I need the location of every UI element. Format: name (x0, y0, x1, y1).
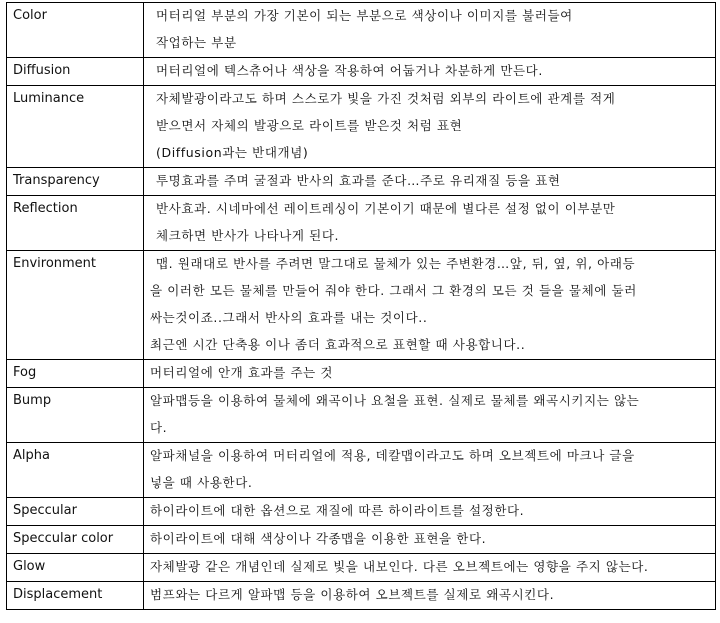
description-line: 머터리얼 부분의 가장 기본이 되는 부분으로 색상이나 이미지를 불러들여 (156, 8, 573, 23)
description-cell (144, 58, 716, 86)
description-line: 받으면서 자체의 발광으로 라이트를 받은것 처럼 표현 (156, 118, 463, 133)
term-cell: Alpha (7, 443, 144, 498)
description-line: 하이라이트에 대해 색상이나 각종맵을 이용한 표현을 한다. (150, 531, 487, 546)
description-cell (144, 3, 716, 58)
term-cell: Diffusion (7, 58, 144, 86)
table-row (7, 582, 716, 610)
term-cell: Luminance (7, 86, 144, 168)
description-line: 범프와는 다르게 알파맵 등을 이용하여 오브젝트를 실제로 왜곡시킨다. (150, 587, 555, 602)
description-line: 알파채널을 이용하여 머터리얼에 적용, 데칼맵이라고도 하며 오브젝트에 마크나 글을 (150, 448, 635, 463)
description-cell (144, 582, 716, 610)
table-row (7, 3, 716, 58)
term-cell: Glow (7, 554, 144, 582)
description-line: 머터리얼에 텍스츄어나 색상을 작용하여 어둡거나 차분하게 만든다. (156, 63, 543, 78)
table-row (7, 554, 716, 582)
term-cell: Transparency (7, 168, 144, 196)
description-line: 하이라이트에 대한 옵션으로 재질에 따른 하이라이트를 설정한다. (150, 503, 525, 518)
table-row (7, 443, 716, 498)
description-cell (144, 86, 716, 168)
description-line: 싸는것이죠..그래서 반사의 효과를 내는 것이다.. (150, 310, 428, 325)
description-cell (144, 526, 716, 554)
term-cell: Bump (7, 388, 144, 443)
term-cell: Color (7, 3, 144, 58)
description-cell (144, 168, 716, 196)
description-line: 을 이러한 모든 물체를 만들어 줘야 한다. 그래서 그 환경의 모든 것 들을 물체에 둘러 (150, 283, 637, 298)
description-cell (144, 554, 716, 582)
table-row (7, 251, 716, 360)
table-row (7, 498, 716, 526)
table-row (7, 168, 716, 196)
description-cell (144, 388, 716, 443)
description-cell (144, 196, 716, 251)
description-line: 체크하면 반사가 나타나게 된다. (156, 228, 340, 243)
table-row (7, 388, 716, 443)
term-cell: Fog (7, 360, 144, 388)
description-cell (144, 360, 716, 388)
material-glossary-table (6, 2, 716, 610)
table-row (7, 86, 716, 168)
description-line: 알파맵등을 이용하여 물체에 왜곡이나 요철을 표현. 실제로 물체를 왜곡시키지는 않는 (150, 393, 640, 408)
table-row (7, 360, 716, 388)
description-cell (144, 443, 716, 498)
description-line: (Diffusion과는 반대개념) (156, 145, 309, 160)
description-cell (144, 251, 716, 360)
description-line: 투명효과를 주며 굴절과 반사의 효과를 준다…주로 유리재질 등을 표현 (156, 173, 561, 188)
term-cell: Environment (7, 251, 144, 360)
description-line: 최근엔 시간 단축용 이나 좀더 효과적으로 표현할 때 사용합니다.. (150, 337, 526, 352)
description-line: 머터리얼에 안개 효과를 주는 것 (150, 365, 334, 380)
table-row (7, 58, 716, 86)
description-line: 맵. 원래대로 반사를 주려면 말그대로 물체가 있는 주변환경…앞, 뒤, 옆, 위, 아래등 (156, 256, 636, 271)
term-cell: Speccular color (7, 526, 144, 554)
description-line: 넣을 때 사용한다. (150, 475, 253, 490)
description-line: 자체발광이라고도 하며 스스로가 빛을 가진 것처럼 외부의 라이트에 관계를 적게 (156, 91, 616, 106)
description-line: 작업하는 부분 (156, 35, 237, 50)
term-cell: Speccular (7, 498, 144, 526)
term-cell: Displacement (7, 582, 144, 610)
description-line: 반사효과. 시네마에선 레이트레싱이 기본이기 때문에 별다른 설정 없이 이부분만 (156, 201, 616, 216)
description-line: 자체발광 같은 개념인데 실제로 빛을 내보인다. 다른 오브젝트에는 영향을 주지 않는다. (150, 559, 649, 574)
description-cell (144, 498, 716, 526)
table-row (7, 526, 716, 554)
term-cell: Reflection (7, 196, 144, 251)
description-line: 다. (150, 420, 168, 435)
table-row (7, 196, 716, 251)
